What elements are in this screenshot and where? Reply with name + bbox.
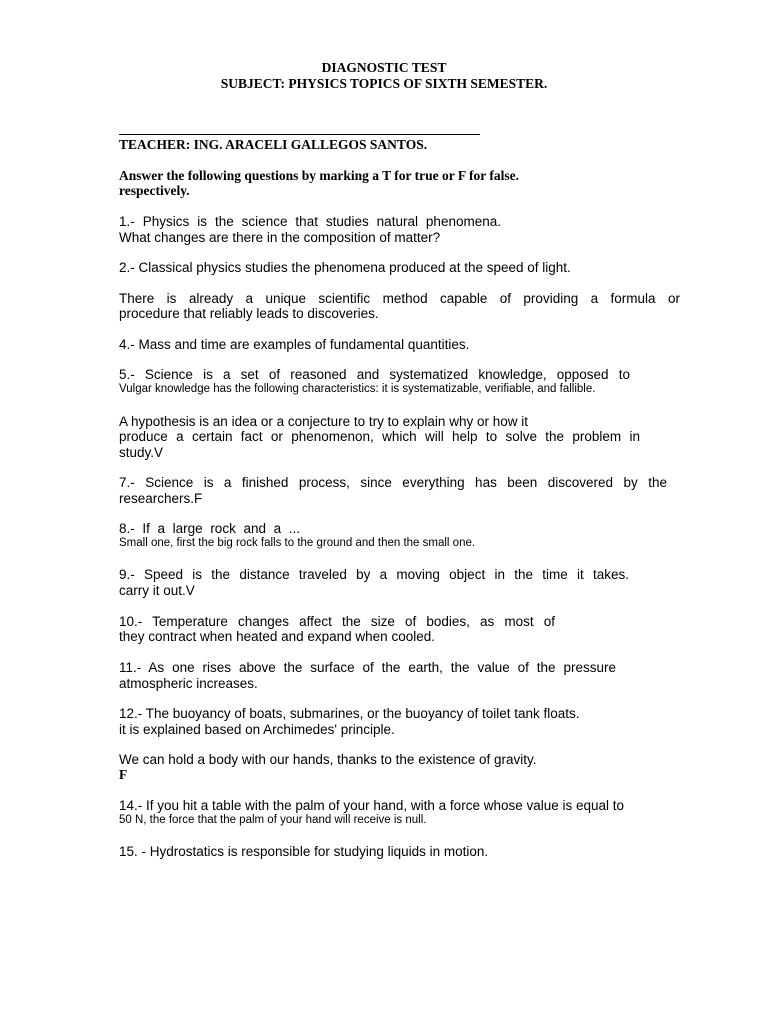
question-7-line-2: researchers.F (119, 491, 203, 506)
signature-line (119, 134, 480, 135)
question-1-line-2: What changes are there in the composition of matter? (119, 230, 441, 245)
question-10-line-2: they contract when heated and expand when cooled. (119, 629, 435, 644)
question-12-line-1: 12.- The buoyancy of boats, submarines, or the buoyancy of toilet tank floats. (119, 706, 580, 721)
question-11 (119, 660, 616, 675)
question-7-line-1: 7.- Science is a finished process, since everything has been discovered by the (119, 475, 667, 490)
question-1 (119, 214, 501, 229)
question-1-line-1: 1.- Physics is the science that studies natural phenomena. (119, 214, 501, 229)
question-5-line-1: 5.- Science is a set of reasoned and systematized knowledge, opposed to (119, 367, 630, 382)
instructions-line-1: Answer the following questions by marking a T for true or F for false. (119, 168, 520, 183)
question-12-line-2: it is explained based on Archimedes' principle. (119, 722, 395, 737)
question-3-line-1: There is already a unique scientific method capable of providing a formula or (119, 291, 680, 306)
question-13-answer: F (119, 767, 128, 782)
question-9-line-1: 9.- Speed is the distance traveled by a moving object in the time it takes. (119, 567, 629, 582)
question-9-line-2: carry it out.V (119, 583, 195, 598)
document-subject: SUBJECT: PHYSICS TOPICS OF SIXTH SEMESTER. (220, 76, 548, 91)
instructions-line-2: respectively. (119, 183, 190, 198)
question-8-line-1: 8.- If a large rock and a ... (119, 521, 300, 536)
question-13-line-1: We can hold a body with our hands, thanks to the existence of gravity. (119, 752, 537, 767)
question-6 (119, 429, 640, 444)
question-10 (119, 614, 555, 629)
question-9 (119, 567, 629, 582)
question-3-line-2: procedure that reliably leads to discoveries. (119, 306, 379, 321)
question-6-line-3: study.V (119, 445, 164, 460)
question-7 (119, 475, 667, 490)
question-2: 2.- Classical physics studies the phenomena produced at the speed of light. (119, 260, 571, 275)
question-6-line-1: A hypothesis is an idea or a conjecture to try to explain why or how it (119, 414, 528, 429)
question-6-line-2: produce a certain fact or phenomenon, which will help to solve the problem in (119, 429, 640, 444)
question-4: 4.- Mass and time are examples of fundamental quantities. (119, 337, 470, 352)
document-title: DIAGNOSTIC TEST (321, 60, 447, 75)
question-14-line-1: 14.- If you hit a table with the palm of your hand, with a force whose value is equal to (119, 798, 625, 813)
question-8 (119, 521, 300, 536)
teacher-name: TEACHER: ING. ARACELI GALLEGOS SANTOS. (119, 137, 428, 152)
question-11-line-1: 11.- As one rises above the surface of the earth, the value of the pressure (119, 660, 616, 675)
question-11-line-2: atmospheric increases. (119, 676, 258, 691)
question-5-line-2: Vulgar knowledge has the following characteristics: it is systematizable, verifiable, and fallible. (119, 383, 596, 395)
question-10-line-1: 10.- Temperature changes affect the size of bodies, as most of (119, 614, 555, 629)
question-15: 15. - Hydrostatics is responsible for studying liquids in motion. (119, 844, 489, 859)
question-8-line-2: Small one, first the big rock falls to the ground and then the small one. (119, 537, 476, 549)
question-5 (119, 367, 630, 382)
question-3 (119, 291, 680, 306)
question-14-line-2: 50 N, the force that the palm of your hand will receive is null. (119, 814, 427, 826)
